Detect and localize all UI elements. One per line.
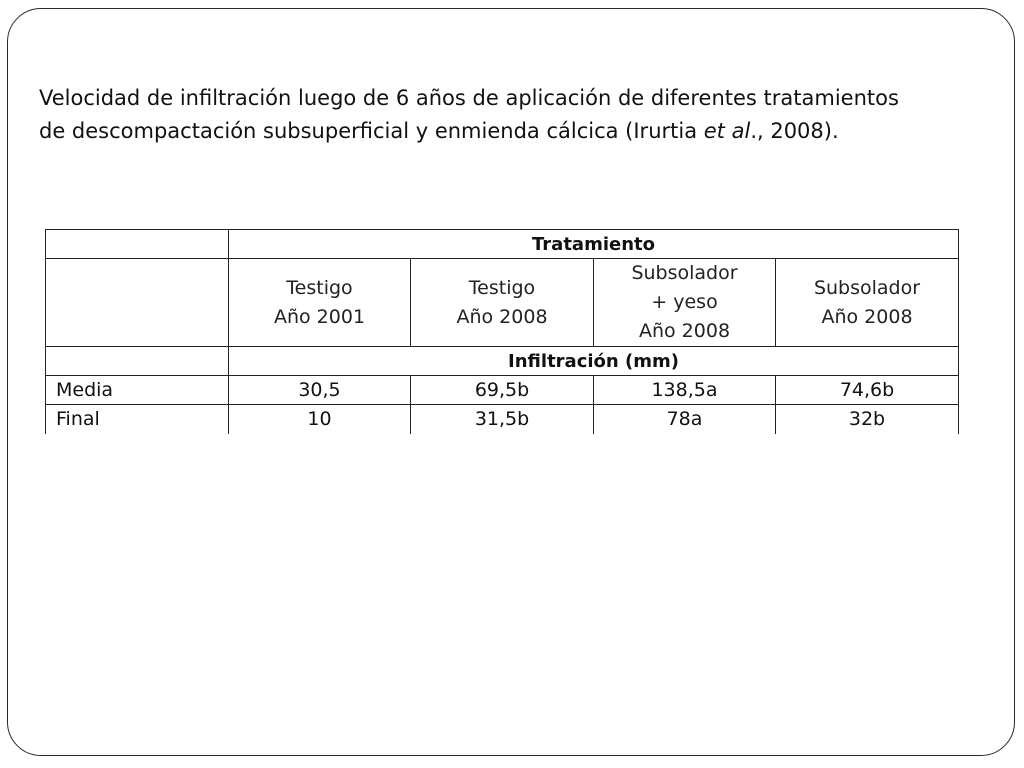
treatment-header-4: [776, 259, 959, 347]
unit-header: Infiltración (mm): [229, 347, 959, 376]
row-label: Final: [46, 405, 229, 434]
table-cell: 30,5: [229, 376, 411, 405]
treatment-header-3: [594, 259, 776, 347]
treatment-header-line: Testigo: [468, 276, 536, 299]
treatment-header-line: + yeso: [651, 291, 718, 313]
table-corner-cell: [46, 230, 229, 259]
row-label: Media: [46, 376, 229, 405]
treatment-header-line: Subsolador: [631, 262, 738, 284]
table-cell: 31,5b: [411, 405, 594, 434]
treatment-header-line: Subsolador: [813, 276, 921, 299]
caption-italic-et-al: et al: [703, 119, 751, 143]
table-header-row-treatments: [46, 259, 959, 347]
treatment-header-2: [411, 259, 594, 347]
infiltration-table: [45, 229, 959, 434]
table-cell: 10: [229, 405, 411, 434]
treatment-header-1: [229, 259, 411, 347]
table-header-row-group: [46, 230, 959, 259]
treatment-header-line: Testigo: [286, 276, 353, 299]
table-corner-cell: [46, 347, 229, 376]
table-header-row-unit: [46, 347, 959, 376]
table-cell: 78a: [594, 405, 776, 434]
treatment-header-line: Año 2001: [273, 305, 366, 328]
table-cell: 32b: [776, 405, 959, 434]
treatment-header-line: Año 2008: [638, 320, 731, 342]
slide-caption: [39, 82, 999, 148]
caption-line-2-suffix: ., 2008).: [750, 119, 839, 143]
table-cell: 138,5a: [594, 376, 776, 405]
treatment-header-line: Año 2008: [821, 305, 913, 328]
caption-line-2-text: de descompactación subsuperficial y enmienda cálcica (Irurtia: [39, 119, 704, 143]
caption-line-1: Velocidad de infiltración luego de 6 años de aplicación de diferentes tratamientos: [39, 86, 899, 110]
table-corner-cell: [46, 259, 229, 347]
treatment-header-line: Año 2008: [456, 305, 548, 328]
treatment-group-header: Tratamiento: [229, 230, 959, 259]
table-cell: 74,6b: [776, 376, 959, 405]
caption-line-2: [39, 115, 999, 148]
table-cell: 69,5b: [411, 376, 594, 405]
table-row: [46, 405, 959, 434]
table-row: [46, 376, 959, 405]
